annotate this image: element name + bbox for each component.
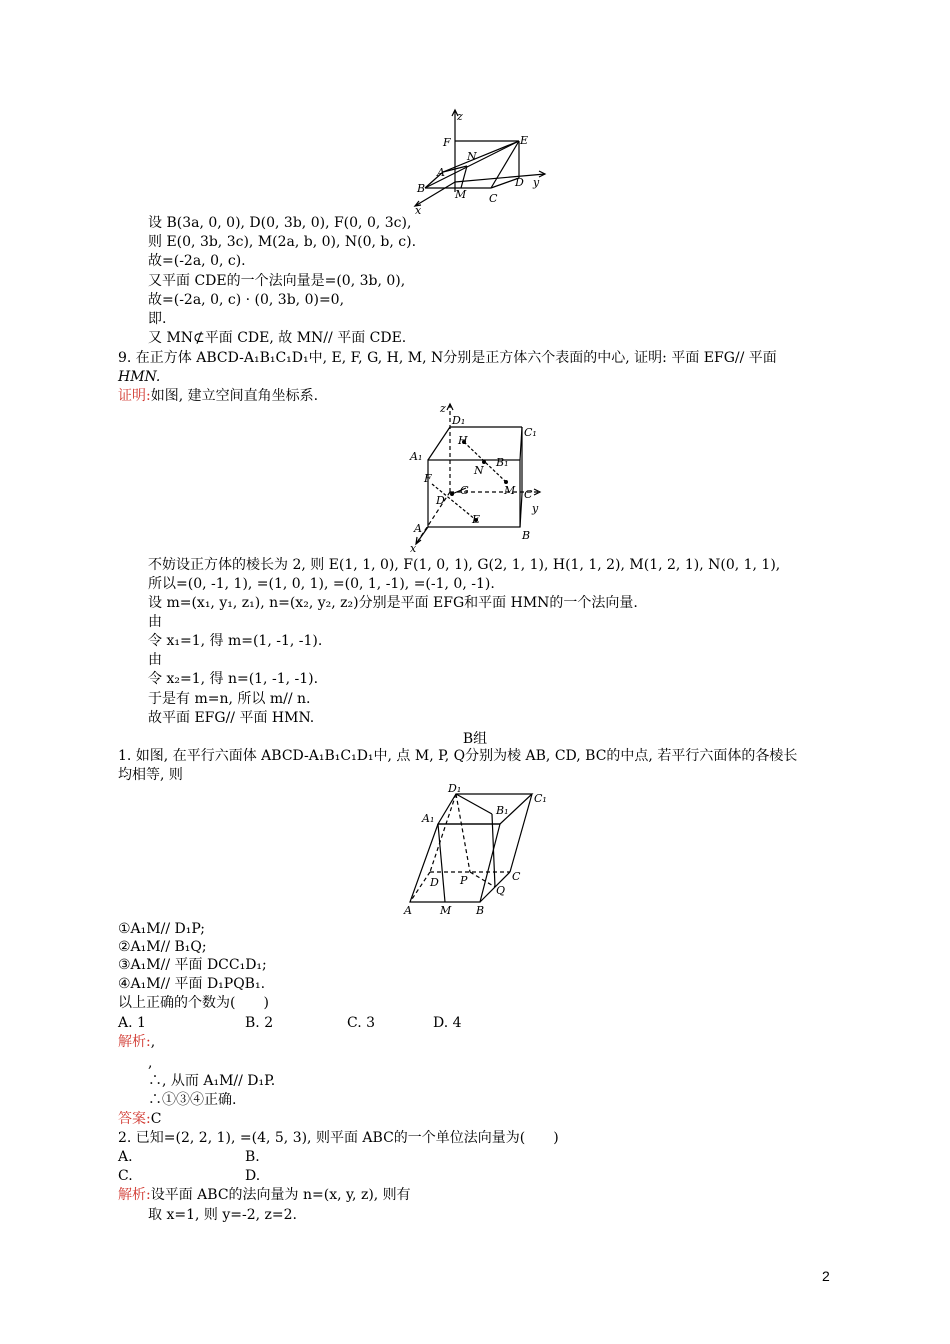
point-e-label: E [472, 513, 481, 526]
axis-x-label: x [415, 204, 422, 216]
answer-value: C [150, 1111, 162, 1127]
analysis-line: 取 x=1, 则 y=-2, z=2. [148, 1207, 297, 1223]
point-a-label: A [414, 522, 422, 535]
solution-line: 故平面 EFG// 平面 HMN. [148, 710, 315, 726]
question-9-text: 9. 在正方体 ABCD-A₁B₁C₁D₁中, E, F, G, H, M, N分别是正方体六个表面的中心, 证明: 平面 EFG// 平面 [118, 350, 777, 366]
analysis-label: 解析: [118, 1187, 151, 1203]
answer-label: 答案: [118, 1111, 151, 1127]
point-c-label: C [524, 488, 533, 501]
question-ask: 以上正确的个数为( ) [118, 995, 269, 1011]
analysis-text: 设平面 ABC的法向量为 n=(x, y, z), 则有 [150, 1187, 411, 1203]
analysis-line: ∴①③④正确. [148, 1092, 237, 1108]
option-b: B. [245, 1149, 260, 1165]
axis-z-label: z [440, 402, 446, 415]
point-q-label: Q [496, 884, 506, 897]
axis-y-label: y [532, 502, 539, 515]
solution-line: 由 [148, 614, 162, 630]
option-c: C. [118, 1168, 133, 1184]
solution-line: 令 x₁=1, 得 m=(1, -1, -1). [148, 633, 323, 649]
point-d-label: D [515, 176, 524, 189]
solution-line: 令 x₂=1, 得 n=(1, -1, -1). [148, 671, 319, 687]
point-a1-label: A₁ [422, 812, 435, 825]
solution-line: 则 E(0, 3b, 3c), M(2a, b, 0), N(0, b, c). [148, 234, 417, 250]
figure-parallelepiped [400, 784, 560, 920]
point-f-label: F [443, 136, 451, 149]
analysis-text: , [150, 1034, 156, 1050]
point-d-label: D [436, 494, 445, 507]
axis-z-label: z [457, 110, 463, 123]
point-d-label: D [430, 876, 439, 889]
analysis-line: , [148, 1055, 153, 1071]
solution-line: 于是有 m=n, 所以 m// n. [148, 691, 311, 707]
statement-4: ④A₁M// 平面 D₁PQB₁. [118, 976, 266, 992]
point-n-label: N [467, 150, 477, 163]
analysis-line: ∴, 从而 A₁M// D₁P. [148, 1073, 276, 1089]
point-m-label: M [455, 188, 467, 201]
point-f-label: F [424, 472, 432, 485]
option-d: D. 4 [433, 1015, 462, 1031]
group-title: B组 [462, 731, 488, 747]
question-b2-text: 2. 已知=(2, 2, 1), =(4, 5, 3), 则平面 ABC的一个单位法向量为( ) [118, 1130, 559, 1146]
point-g-label: G [460, 484, 469, 497]
solution-line: 故=(-2a, 0, c) · (0, 3b, 0)=0, [148, 292, 345, 308]
point-a1-label: A₁ [410, 450, 423, 463]
solution-line: 设 B(3a, 0, 0), D(0, 3b, 0), F(0, 0, 3c), [148, 215, 412, 231]
solution-line: 不妨设正方体的棱长为 2, 则 E(1, 1, 0), F(1, 0, 1), G(2, 1, 1), H(1, 1, 2), M(1, 2, 1), N(0, 1, 1), [148, 557, 781, 573]
solution-line: 设 m=(x₁, y₁, z₁), n=(x₂, y₂, z₂)分别是平面 EFG和平面 HMN的一个法向量. [148, 595, 638, 611]
question-b1-text: 均相等, 则 [118, 767, 183, 783]
solution-line: 又 MN⊄平面 CDE, 故 MN// 平面 CDE. [148, 330, 407, 346]
solution-line: 即. [148, 311, 167, 327]
statement-1: ①A₁M// D₁P; [118, 921, 205, 937]
point-c1-label: C₁ [524, 426, 537, 439]
point-m-label: M [440, 904, 452, 917]
option-d: D. [245, 1168, 261, 1184]
option-b: B. 2 [245, 1015, 274, 1031]
point-e-label: E [520, 134, 529, 147]
option-c: C. 3 [347, 1015, 376, 1031]
point-c1-label: C₁ [534, 792, 547, 805]
solution-line: 又平面 CDE的一个法向量是=(0, 3b, 0), [148, 273, 406, 289]
solution-line: 故=(-2a, 0, c). [148, 253, 246, 269]
solution-line: 所以=(0, -1, 1), =(1, 0, 1), =(0, 1, -1), =(-1, 0, -1). [148, 576, 495, 592]
point-d1-label: D₁ [448, 784, 462, 795]
point-h-label: H [458, 434, 468, 447]
point-c-label: C [512, 870, 521, 883]
solution-line: 由 [148, 652, 162, 668]
point-n-label: N [474, 464, 484, 477]
option-a: A. 1 [118, 1015, 146, 1031]
point-m-label: M [504, 484, 516, 497]
analysis-label: 解析: [118, 1034, 151, 1050]
point-c-label: C [489, 192, 498, 205]
proof-label: 证明: [118, 388, 151, 404]
point-p-label: P [460, 874, 468, 887]
axis-x-label: x [410, 542, 417, 554]
axis-y-label: y [533, 176, 540, 189]
option-a: A. [118, 1149, 133, 1165]
question-b1-text: 1. 如图, 在平行六面体 ABCD-A₁B₁C₁D₁中, 点 M, P, Q分别为棱 AB, CD, BC的中点, 若平行六面体的各棱长 [118, 748, 798, 764]
point-b-label: B [476, 904, 485, 917]
point-b1-label: B₁ [496, 804, 509, 817]
point-b-label: B [417, 182, 426, 195]
point-a-label: A [404, 904, 412, 917]
page-number: 2 [822, 1268, 830, 1284]
point-b-label: B [522, 529, 531, 542]
point-b1-label: B₁ [496, 456, 509, 469]
proof-text: 如图, 建立空间直角坐标系. [150, 388, 319, 404]
statement-2: ②A₁M// B₁Q; [118, 939, 207, 955]
question-9-text: HMN. [118, 369, 161, 385]
statement-3: ③A₁M// 平面 DCC₁D₁; [118, 957, 267, 973]
point-a-label: A [437, 166, 445, 179]
point-d1-label: D₁ [452, 414, 466, 427]
figure-cube [408, 402, 548, 554]
figure-coordinate-prism [405, 108, 555, 216]
